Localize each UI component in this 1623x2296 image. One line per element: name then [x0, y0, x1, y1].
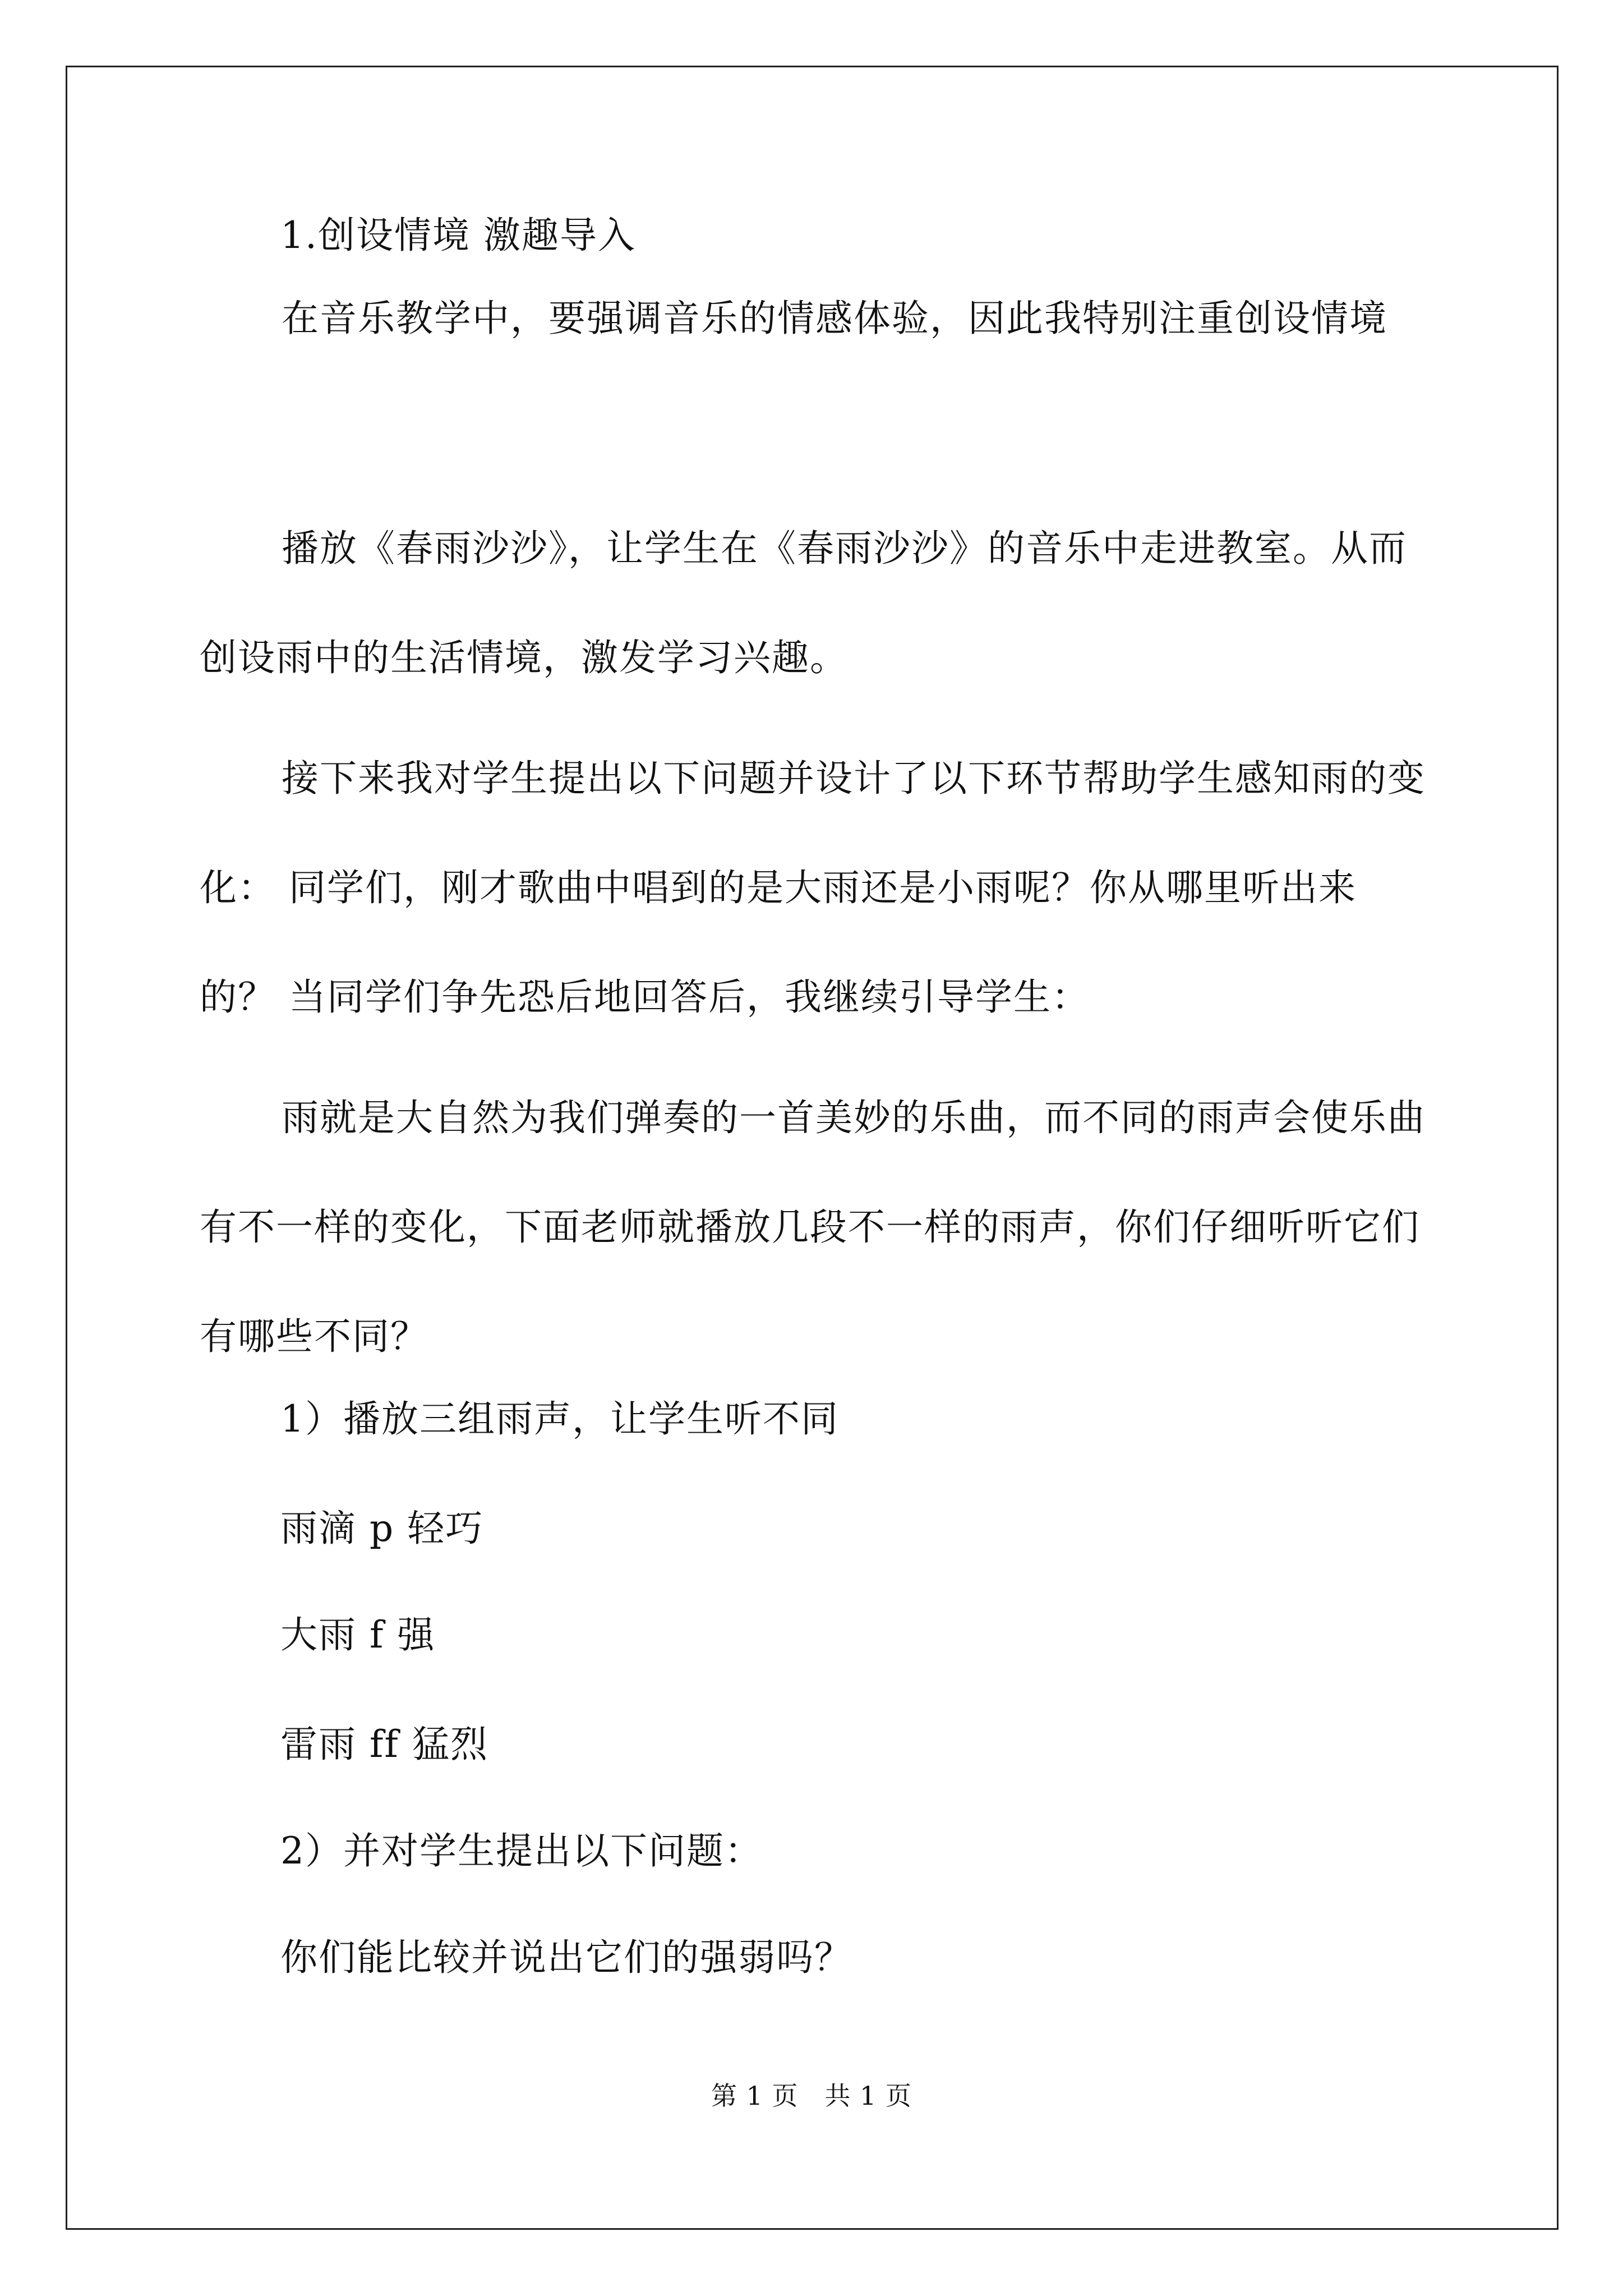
section-heading: 1.创设情境 激趣导入 — [280, 214, 636, 257]
paragraph-1: 在音乐教学中，要强调音乐的情感体验，因此我特别注重创设情境 — [282, 297, 1387, 340]
list-step-1: 1）播放三组雨声，让学生听不同 — [280, 1397, 839, 1441]
list-step-2: 2）并对学生提出以下问题： — [280, 1829, 763, 1872]
rain-item-heavy: 大雨 f 强 — [280, 1613, 436, 1657]
rain-item-drizzle: 雨滴 p 轻巧 — [280, 1507, 484, 1550]
rain-item-thunderstorm: 雷雨 ff 猛烈 — [280, 1723, 488, 1766]
page-footer: 第 1 页 共 1 页 — [711, 2081, 912, 2111]
paragraph-4: 雨就是大自然为我们弹奏的一首美妙的乐曲，而不同的雨声会使乐曲有不一样的变化，下面老师就播放几段不一样的雨声，你们仔细听听它们有哪些不同？ — [200, 1096, 1426, 1358]
paragraph-2: 播放《春雨沙沙》，让学生在《春雨沙沙》的音乐中走进教室。从而创设雨中的生活情境，激发学习兴趣。 — [200, 527, 1407, 679]
paragraph-3: 接下来我对学生提出以下问题并设计了以下环节帮助学生感知雨的变化： 同学们，刚才歌曲中唱到的是大雨还是小雨呢？你从哪里听出来的？ 当同学们争先恐后地回答后，我继续引导学生： — [200, 757, 1426, 1019]
question-line: 你们能比较并说出它们的强弱吗？ — [280, 1936, 852, 1979]
